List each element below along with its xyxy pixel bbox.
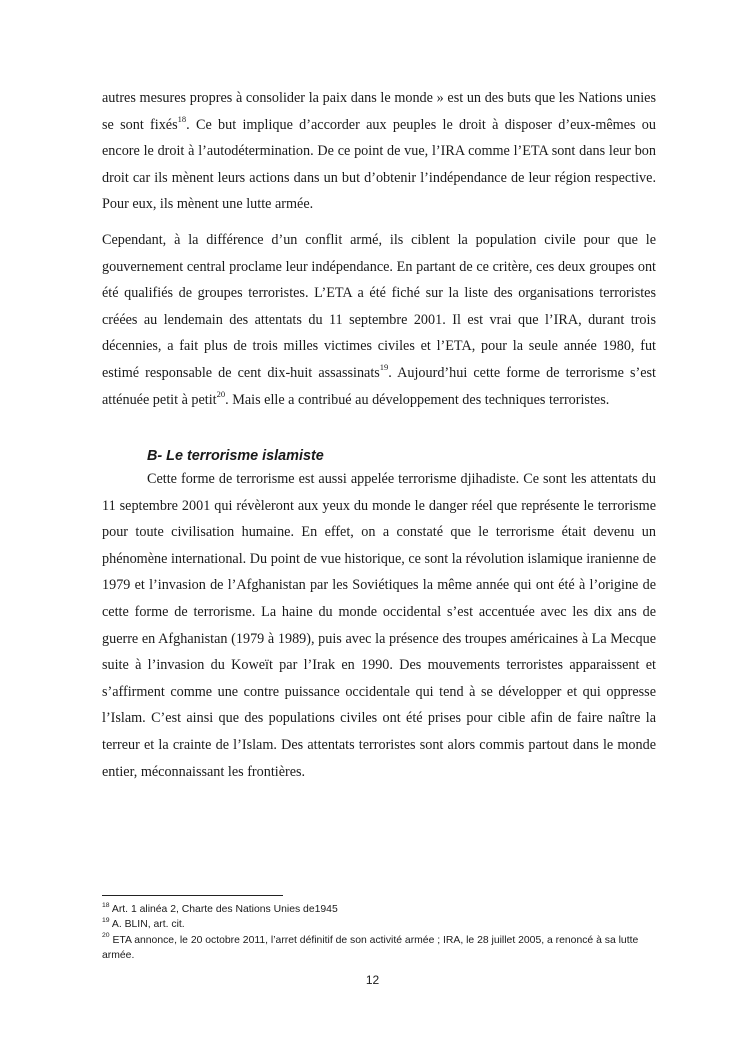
paragraph-2-text-b: . Aujourd’hui cette forme de terrorisme s’est atténuée petit à petit [102,364,656,408]
paragraph-1 [102,85,656,218]
page-number: 12 [365,973,380,987]
footnote-text: ETA annonce, le 20 octobre 2011, l’arret définitif de son activité armée ; IRA, le 28 juillet 2005, a renoncé à sa lutte armée. [102,934,639,962]
footnote-18 [102,902,658,917]
paragraph-2-text-a: Cependant, à la différence d’un conflit armé, ils ciblent la population civile pour que le gouvernement central proclame leur indépendance. En partant de ce critère, ces deux groupes ont été qualifiés de groupes terroristes. L’ETA a été fiché sur la liste des organisations terroristes créées au lendemain des attentats du 11 septembre 2001. Il est vrai que l’IRA, durant trois décennies, a fait plus de trois milles victimes civiles et l’ETA, pour la seule année 1980, fut estimé responsable de cent dix-huit assassinats [102,232,656,381]
footnote-number: 19 [102,916,110,924]
section-heading: B- Le terrorisme islamiste [147,448,324,464]
footnote-ref-19[interactable]: 19 [379,362,389,373]
footnote-number: 18 [102,901,110,909]
footnote-separator [102,895,283,896]
footnote-text: Art. 1 alinéa 2, Charte des Nations Unies de1945 [111,904,338,915]
footnote-number: 20 [102,932,110,940]
footnote-20 [102,933,658,964]
footnote-ref-20[interactable]: 20 [216,388,226,399]
footnotes [102,902,658,964]
paragraph-3-text: Cette forme de terrorisme est aussi appelée terrorisme djihadiste. Ce sont les attentats du 11 septembre 2001 qui révèleront aux yeux du monde le danger réel que représente le terrorisme pour toute civilisation humaine. En effet, on a constaté que le terrorisme était devenu un phénomène international. Du point de vue historique, ce sont la révolution islamique iranienne de 1979 et l’invasion de l’Afghanistan par les Soviétiques la même année qui ont été à l’origine de cette forme de terrorisme. La haine du monde occidental s’est accentuée avec les dix ans de guerre en Afghanistan (1979 à 1989), puis avec la présence des troupes américaines à La Mecque suite à l’invasion du Koweït par l’Irak en 1990. Des mouvements terroristes apparaissent et s’affirment comme une contre puissance occidentale qui tend à se développer et qui oppresse l’Islam. C’est ainsi que des populations civiles ont été prises pour cible afin de faire naître la terreur et la crainte de l’Islam. Des attentats terroristes sont alors commis partout dans le monde entier, méconnaissant les frontières. [102,471,656,780]
footnote-19 [102,917,658,932]
paragraph-1-text-a: autres mesures propres à consolider la paix dans le monde » est un des buts que les Nations unies se sont fixés [102,90,656,133]
footnote-ref-18[interactable]: 18 [177,113,187,124]
paragraph-2-text-c: . Mais elle a contribué au développement des techniques terroristes. [225,391,610,408]
paragraph-1-text-b: . Ce but implique d’accorder aux peuples le droit à disposer d’eux-mêmes ou encore le droit à l’autodétermination. De ce point de vue, l’IRA comme l’ETA sont dans leur bon droit car ils mènent leurs actions dans un but d’obtenir l’indépendance de leur région respective. Pour eux, ils mènent une lutte armée. [102,116,656,213]
paragraph-3 [102,466,656,785]
footnote-text: A. BLIN, art. cit. [111,919,185,931]
paragraph-2 [102,227,656,413]
